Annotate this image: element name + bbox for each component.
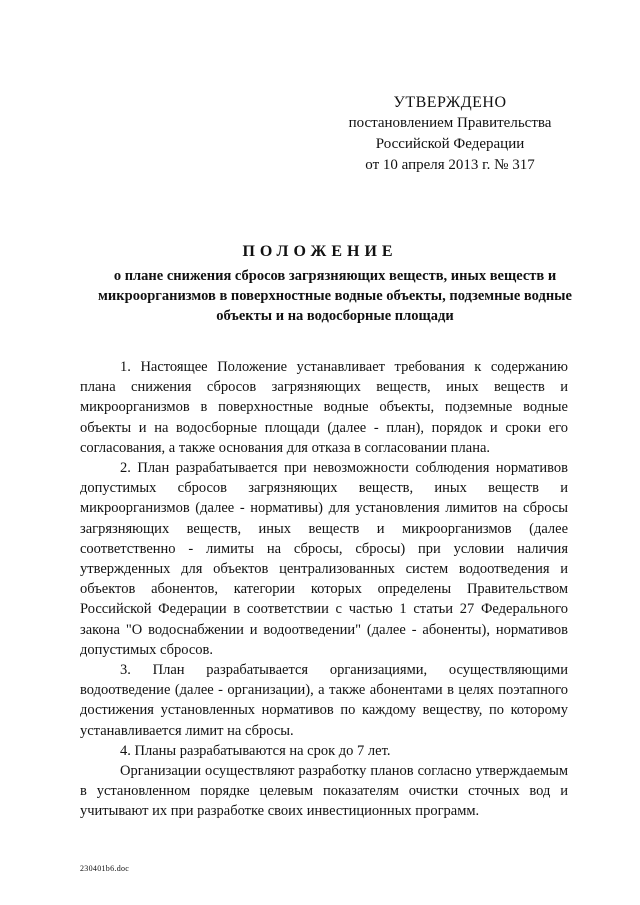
paragraph: Организации осуществляют разработку планов согласно утверждаемым в установленном порядке целевым показателям очистки сточных вод и учитывают их при разработке своих инвестиционных программ. (80, 763, 568, 820)
approval-line: Российской Федерации (375, 136, 525, 152)
approval-heading: УТВЕРЖДЕНО (393, 94, 507, 111)
approval-stamp (345, 92, 555, 176)
paragraph: 2. План разрабатывается при невозможности соблюдения нормативов допустимых сбросов загрязняющих веществ, иных веществ и микроорганизмов (далее - нормативы) для установления лимитов на сбросы загрязняющих веществ, иных веществ и микроорганизмов (далее соответственно - лимиты на сбросы, сбросы) при условии наличия утвержденных для объектов централизованных систем водоотведения и объектов абонентов, категории которых определены Правительством Российской Федерации в соответствии с частью 1 статьи 27 Федерального закона "О водоснабжении и водоотведении" (далее - абоненты), нормативов допустимых сбросов. (80, 460, 568, 658)
approval-line: постановлением Правительства (348, 115, 552, 131)
approval-date: от 10 апреля 2013 г. № 317 (365, 157, 535, 173)
document-body (80, 357, 568, 822)
document-subtitle: о плане снижения сбросов загрязняющих веществ, иных веществ и микроорганизмов в поверхностные водные объекты, подземные водные объекты и на водосборные площади (98, 268, 572, 324)
paragraph: 4. Планы разрабатываются на срок до 7 лет. (120, 742, 391, 759)
paragraph: 1. Настоящее Положение устанавливает требования к содержанию плана снижения сбросов загрязняющих веществ, иных веществ и микроорганизмов в поверхностные водные объекты, подземные водные объекты и на водосборные площади (далее - план), порядок и сроки его согласования, а также основания для отказа в согласовании плана. (80, 359, 568, 456)
document-title: ПОЛОЖЕНИЕ (242, 243, 398, 260)
paragraph: 3. План разрабатывается организациями, осуществляющими водоотведение (далее - организации), а также абонентами в целях поэтапного достижения установленных нормативов по каждому веществу, по которому устанавливается лимит на сбросы. (80, 662, 568, 739)
file-name-footer: 230401b6.doc (80, 864, 130, 873)
